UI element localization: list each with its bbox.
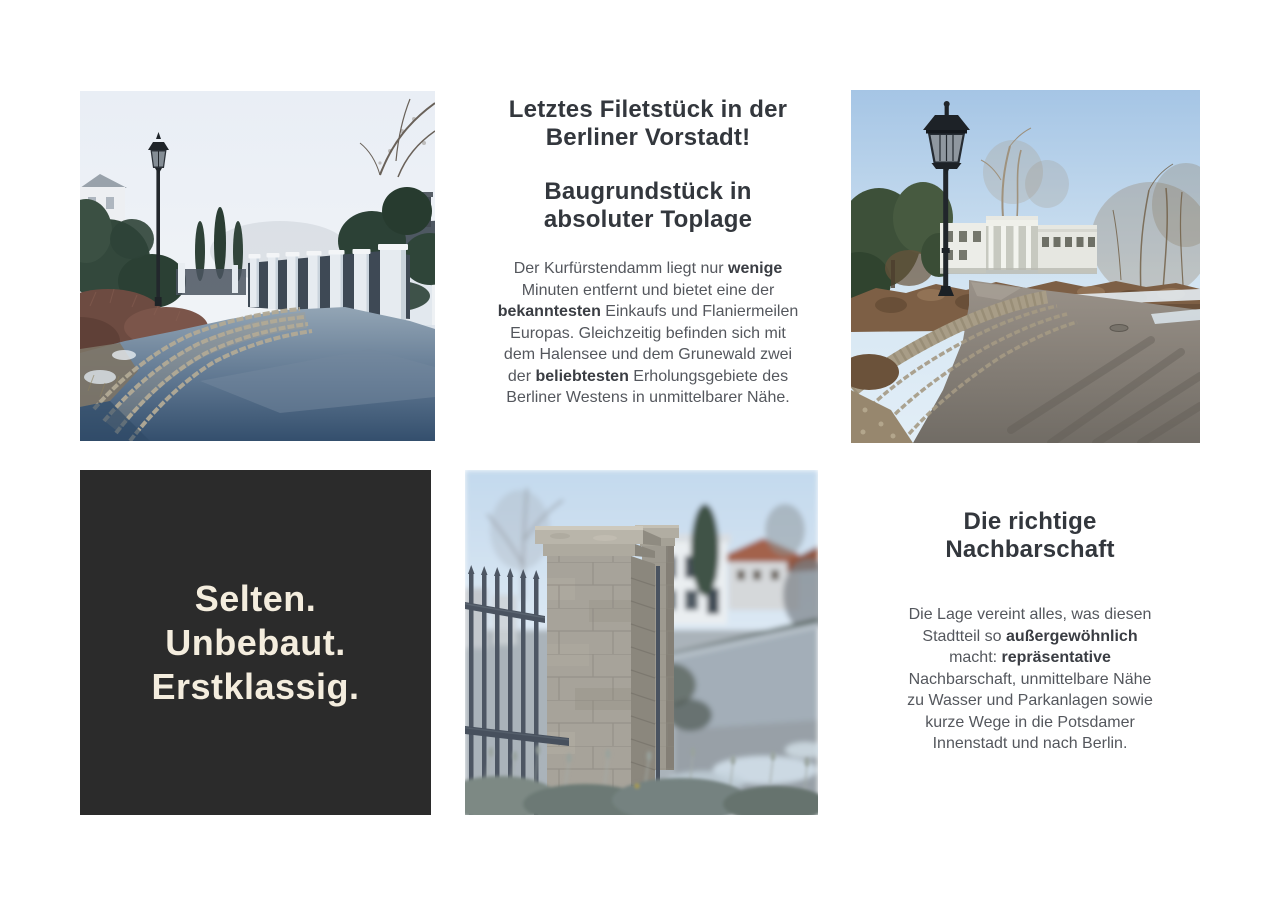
highlight-line: Selten. bbox=[194, 577, 317, 619]
metal-rod bbox=[656, 566, 660, 815]
highlight-line: Unbebaut. bbox=[165, 621, 346, 663]
photo-top-left-street bbox=[80, 91, 435, 441]
main-gate-pillar bbox=[535, 526, 661, 815]
neighborhood-headline: Die richtige Nachbarschaft bbox=[945, 508, 1115, 563]
yellow-speck bbox=[635, 784, 640, 789]
photo-bottom-middle-pillar bbox=[465, 470, 818, 815]
photo-top-right-road bbox=[851, 90, 1200, 443]
highlight-card bbox=[80, 470, 431, 815]
neighborhood-text-block bbox=[888, 508, 1172, 755]
intro-paragraph: Der Kurfürstendamm liegt nur wenige Minuten entfernt und bietet eine der bekanntesten Einkaufs und Flaniermeilen Europas. Gleichzeitig befinden sich mit dem Halensee und dem Grunewald zwei der beliebtesten Erholungsgebiete des Berliner Westens in unmittelbarer Nähe. bbox=[497, 260, 799, 406]
highlight-line: Erstklassig. bbox=[151, 665, 360, 707]
gate-pillar-illustration bbox=[465, 470, 818, 815]
street-scene-illustration bbox=[80, 91, 435, 441]
intro-text-block bbox=[450, 96, 846, 409]
manhole bbox=[1110, 325, 1128, 332]
conifer bbox=[691, 504, 719, 596]
headline-secondary: Baugrundstück in absoluter Toplage bbox=[543, 178, 753, 233]
neighborhood-paragraph: Die Lage vereint alles, was diesen Stadtteil so außergewöhnlich macht: repräsentative Nachbarschaft, unmittelbare Nähe zu Wasser und Parkanlagen sowie kurze Wege in die Potsdamer Innenstadt und nach Berlin. bbox=[907, 606, 1153, 752]
headline-primary: Letztes Filetstück in der Berliner Vorstadt! bbox=[508, 96, 788, 151]
curved-road-illustration bbox=[851, 90, 1200, 443]
